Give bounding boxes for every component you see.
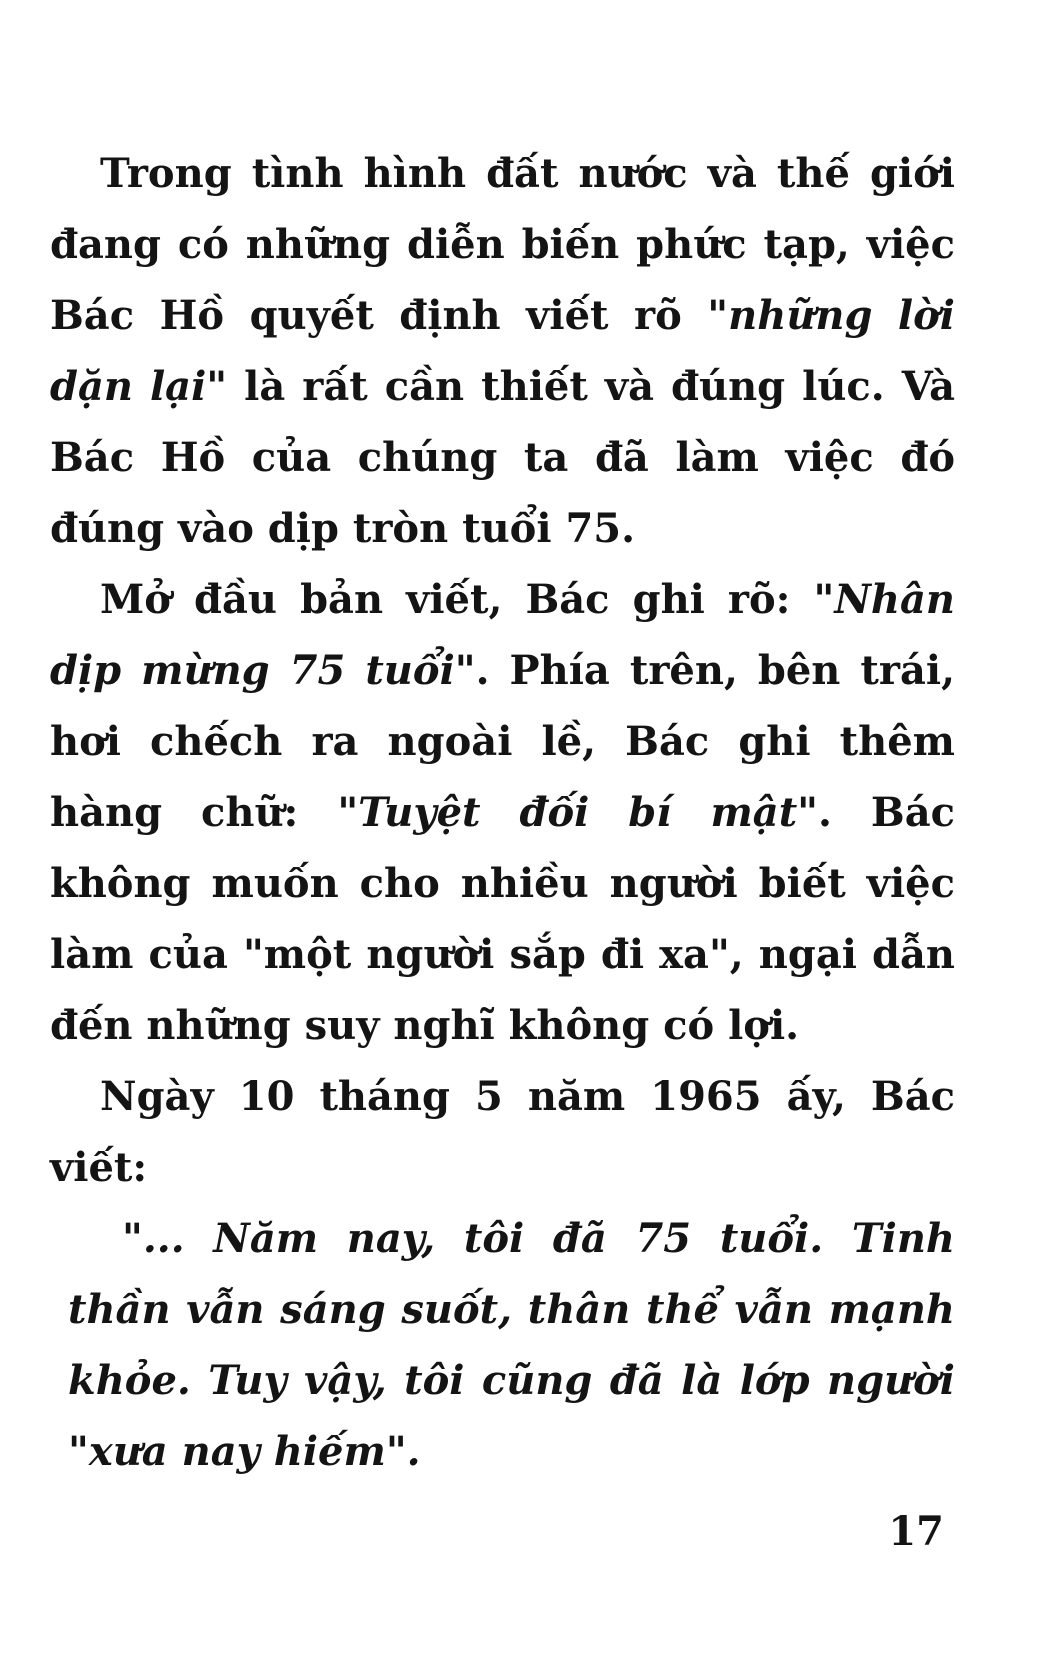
paragraph-2-tail: . Bác không muốn cho nhiều người biết việc làm của "một người sắp đi xa", ngại dẫn đến những suy nghĩ không có lợi. [50, 789, 956, 1049]
paragraph-2-italic-2: "Tuyệt đối bí mật" [337, 789, 819, 836]
paragraph-1-text: Trong tình hình đất nước và thế giới đang có những diễn biến phức tạp, việc Bác Hồ quyết định viết rõ [50, 150, 955, 339]
paragraph-1 [50, 138, 955, 564]
paragraph-1-tail: là rất cần thiết và đúng lúc. Và Bác Hồ của chúng ta đã làm việc đó đúng vào dịp tròn tuổi 75. [50, 363, 956, 552]
paragraph-1-italic: "những lời dặn lại" [50, 292, 955, 410]
paragraph-2-italic-1: "Nhân dịp mừng 75 tuổi" [50, 576, 955, 694]
paragraph-2-mid: . Phía trên, bên trái, hơi chếch ra ngoài lề, Bác ghi thêm hàng chữ: [50, 647, 956, 836]
paragraph-2-text: Mở đầu bản viết, Bác ghi rõ: [100, 576, 814, 623]
paragraph-3 [50, 1061, 955, 1203]
paragraph-3-text: Ngày 10 tháng 5 năm 1965 ấy, Bác viết: [50, 1073, 955, 1191]
paragraph-4-quote [50, 1203, 955, 1487]
body-text [50, 138, 955, 1487]
paragraph-4-italic: "... Năm nay, tôi đã 75 tuổi. Tinh thần vẫn sáng suốt, thân thể vẫn mạnh khỏe. Tuy vậy, tôi cũng đã là lớp người "xưa nay hiếm". [68, 1215, 955, 1475]
paragraph-2 [50, 564, 955, 1061]
page-number: 17 [888, 1508, 944, 1555]
